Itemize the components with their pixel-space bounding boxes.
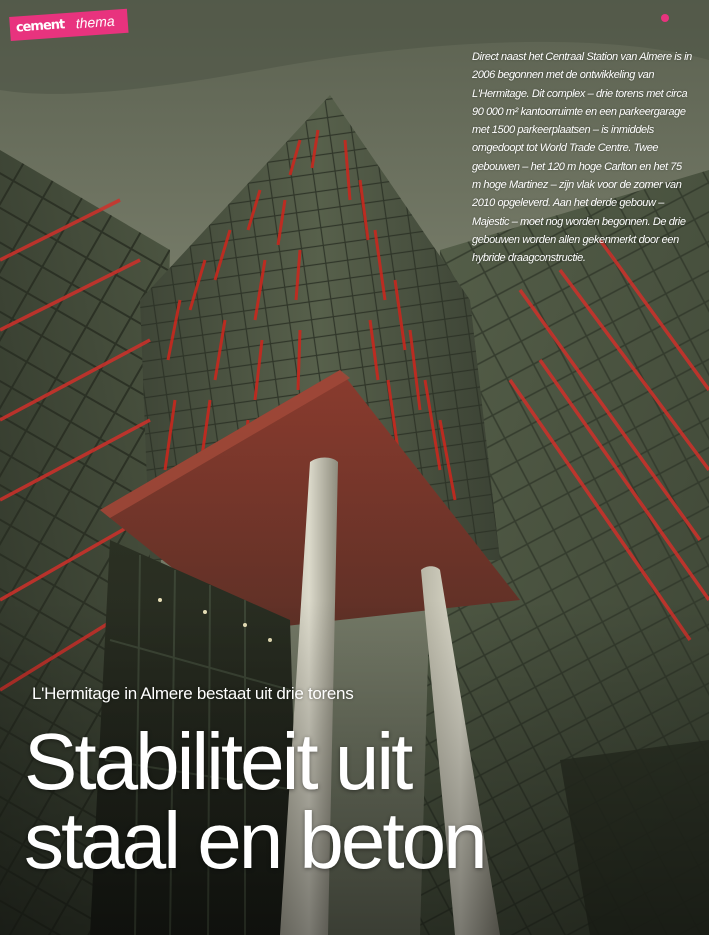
section-label: thema <box>75 12 116 32</box>
article-subtitle: L'Hermitage in Almere bestaat uit drie torens <box>32 684 354 703</box>
article-title-line-1: Stabiliteit uit <box>24 717 411 806</box>
magazine-logo: cement <box>15 17 65 36</box>
page-marker-dot <box>661 14 669 22</box>
article-title-line-2: staal en beton <box>24 796 485 885</box>
intro-text: Direct naast het Centraal Station van Almere is in 2006 begonnen met de ontwikkeling van L'Hermitage. Dit complex – drie torens met circa 90 000 m² kantoorruimte en een parkeergarage met 1500 parkeerplaatsen – is inmiddels omgedoopt tot World Trade Centre. Twee gebouwen – het 120 m hoge Carlton en het 75 m hoge Martinez – zijn vlak voor de zomer van 2010 opgeleverd. Aan het derde gebouw – Majestic – moet nog worden begonnen. De drie gebouwen worden allen gekenmerkt door een hybride draagconstructie. <box>472 51 692 265</box>
article-title <box>24 717 704 885</box>
